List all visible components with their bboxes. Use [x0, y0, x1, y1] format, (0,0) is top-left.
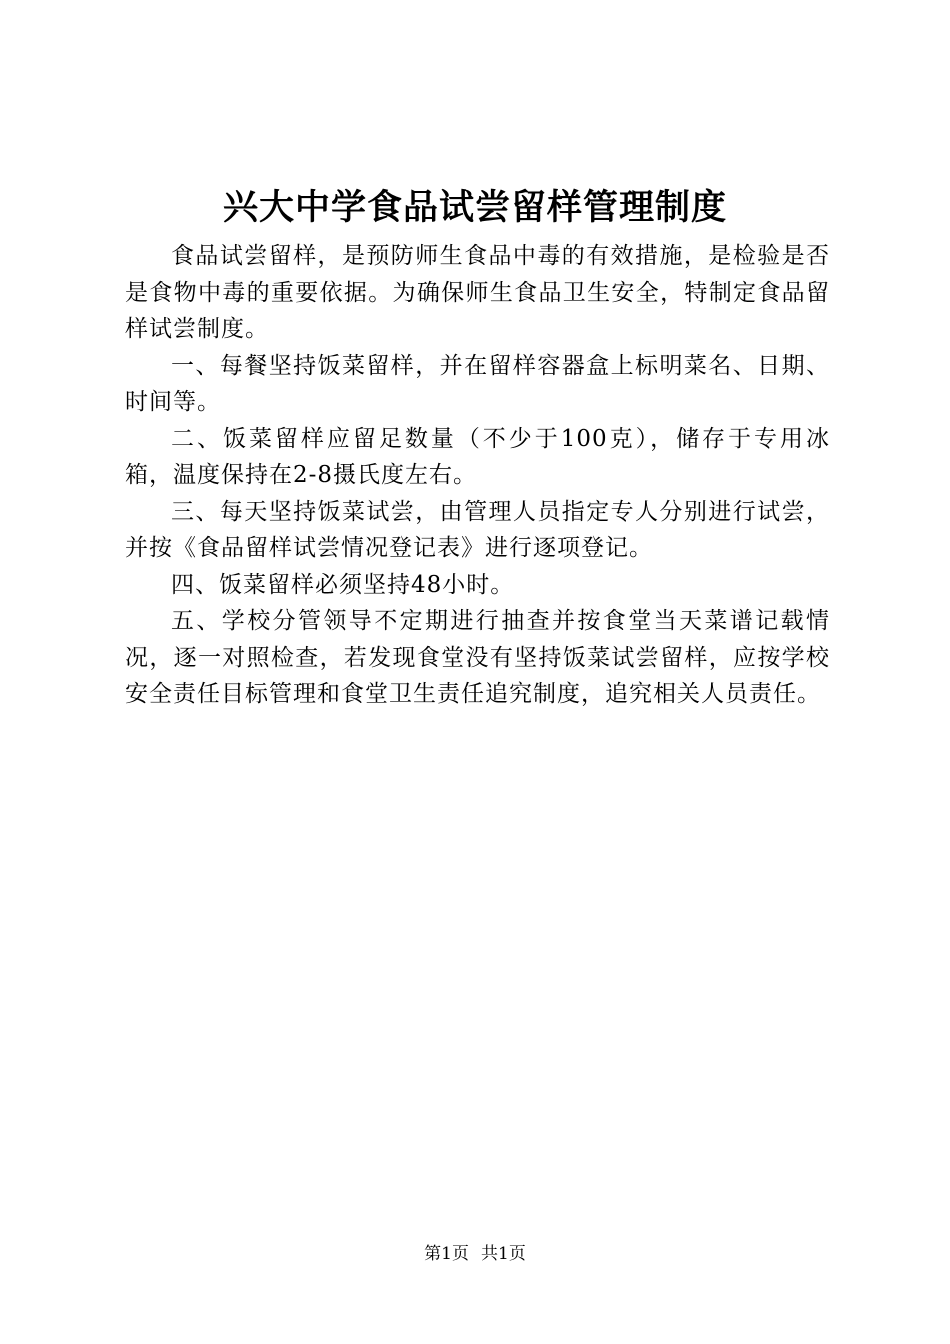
paragraph-rule-3: 三、每天坚持饭菜试尝，由管理人员指定专人分别进行试尝，并按《食品留样试尝情况登记表》进行逐项登记。 [125, 498, 830, 561]
page-number: 第1页 [424, 1244, 469, 1264]
page-footer [0, 1242, 950, 1266]
paragraph-intro: 食品试尝留样，是预防师生食品中毒的有效措施，是检验是否是食物中毒的重要依据。为确保师生食品卫生安全，特制定食品留样试尝制度。 [125, 243, 830, 342]
document-body [125, 238, 830, 713]
document-title: 兴大中学食品试尝留样管理制度 [222, 187, 727, 228]
paragraph-rule-1: 一、每餐坚持饭菜留样，并在留样容器盒上标明菜名、日期、时间等。 [125, 352, 830, 415]
paragraph-rule-2: 二、饭菜留样应留足数量（不少于100克），储存于专用冰箱，温度保持在2-8摄氏度左右。 [125, 425, 830, 488]
paragraph-rule-4: 四、饭菜留样必须坚持48小时。 [171, 571, 515, 598]
paragraph-rule-5: 五、学校分管领导不定期进行抽查并按食堂当天菜谱记载情况，逐一对照检查，若发现食堂没有坚持饭菜试尝留样，应按学校安全责任目标管理和食堂卫生责任追究制度，追究相关人员责任。 [125, 608, 830, 707]
page-total: 共1页 [481, 1244, 526, 1264]
